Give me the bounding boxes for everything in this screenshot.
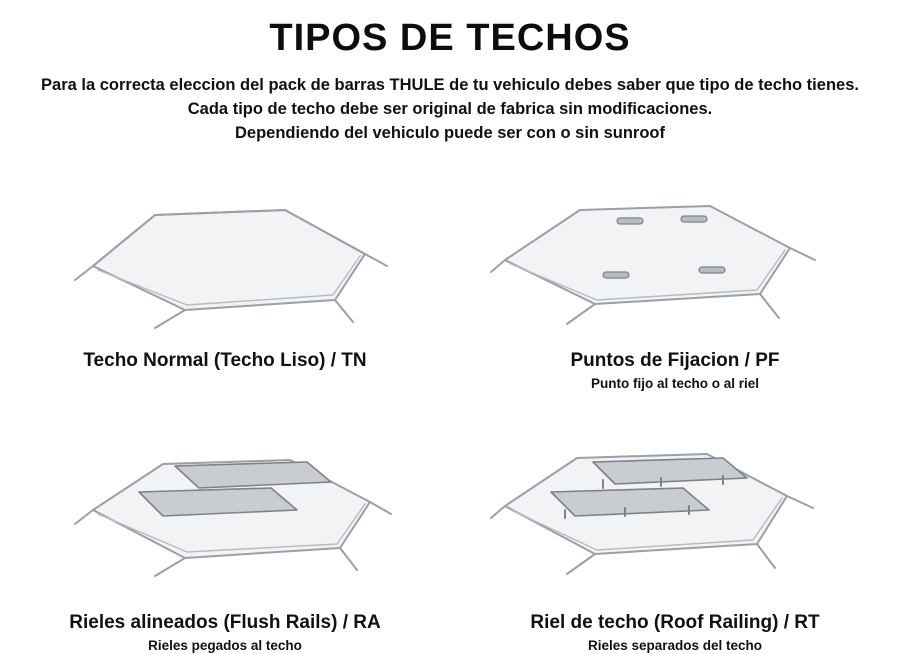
intro-line-1: Para la correcta eleccion del pack de barras THULE de tu vehiculo debes saber que tipo de techo tienes. xyxy=(41,75,859,94)
intro-line-3: Dependiendo del vehiculo puede ser con o sin sunroof xyxy=(235,123,665,142)
intro-line-2: Cada tipo de techo debe ser original de fabrica sin modificaciones. xyxy=(187,99,713,118)
roof-railing-icon xyxy=(485,448,865,598)
roof-type-card-techo-normal xyxy=(0,168,450,392)
page-title: TIPOS DE TECHOS xyxy=(269,17,631,59)
roof-types-infographic xyxy=(0,17,900,653)
roof-flush-rails-icon xyxy=(35,448,415,598)
roof-type-grid xyxy=(0,168,900,653)
intro-text xyxy=(40,74,860,146)
roof-type-label: Techo Normal (Techo Liso) / TN xyxy=(83,350,367,371)
roof-type-card-rieles-alineados xyxy=(0,392,450,654)
roof-type-note: Rieles pegados al techo xyxy=(148,637,302,653)
roof-type-card-riel-de-techo xyxy=(450,392,900,654)
roof-type-note: Punto fijo al techo o al riel xyxy=(590,375,760,391)
roof-type-note: Rieles separados del techo xyxy=(587,637,763,653)
roof-type-card-puntos-de-fijacion xyxy=(450,168,900,392)
roof-fixpoint-icon xyxy=(485,182,865,332)
roof-type-label: Puntos de Fijacion / PF xyxy=(570,350,780,371)
roof-plain-icon xyxy=(35,182,415,332)
roof-type-label: Rieles alineados (Flush Rails) / RA xyxy=(69,611,381,633)
roof-type-label: Riel de techo (Roof Railing) / RT xyxy=(530,611,820,633)
